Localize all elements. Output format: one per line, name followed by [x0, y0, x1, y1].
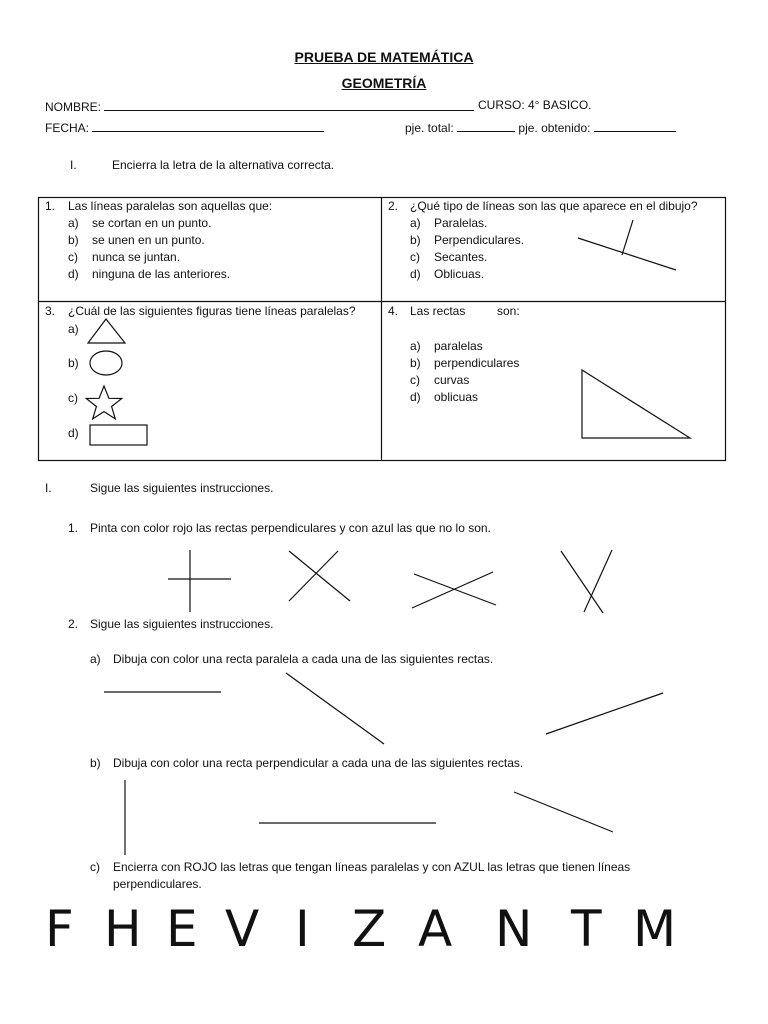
section1-numeral: I. — [70, 158, 77, 172]
q1-option-b[interactable]: b) se unen en un punto. — [68, 233, 205, 247]
task1-pair2-line1[interactable] — [289, 551, 350, 601]
q3-text: ¿Cuál de las siguientes figuras tiene líneas paralelas? — [68, 304, 356, 318]
letter-n[interactable]: N — [495, 900, 533, 958]
section2-numeral: I. — [45, 481, 52, 495]
q2-drawing-line-1 — [578, 238, 676, 270]
q1-text: Las líneas paralelas son aquellas que: — [68, 199, 273, 213]
q3-option-c[interactable]: c) — [68, 391, 78, 405]
page-title: PRUEBA DE MATEMÁTICA — [294, 49, 474, 65]
task1-pair4-line1[interactable] — [561, 551, 603, 613]
q2-drawing-line-2 — [622, 220, 633, 255]
curso-label: CURSO: 4° BASICO. — [478, 98, 592, 112]
q4-option-d[interactable]: d) oblicuas — [410, 390, 479, 404]
q3-option-d[interactable]: d) — [68, 426, 79, 440]
task2b-letter: b) — [90, 756, 101, 770]
task2a-line-3[interactable] — [546, 693, 663, 734]
letter-h[interactable]: H — [104, 900, 142, 958]
q4-number: 4. — [388, 304, 399, 318]
letter-a[interactable]: A — [418, 900, 453, 958]
q1-option-c[interactable]: c) nunca se juntan. — [68, 250, 181, 264]
q2-option-c[interactable]: c) Secantes. — [410, 250, 488, 264]
pje-obtenido-label: pje. obtenido: — [518, 121, 591, 135]
q2-option-b[interactable]: b) Perpendiculares. — [410, 233, 525, 247]
q4-option-a[interactable]: a) paralelas — [410, 339, 483, 353]
rectangle-icon[interactable] — [90, 425, 147, 445]
triangle-icon[interactable] — [88, 319, 125, 343]
q3-option-b[interactable]: b) — [68, 356, 79, 370]
task2b-line-3[interactable] — [514, 792, 613, 832]
task1-pair2-line2[interactable] — [289, 551, 338, 601]
q2-option-d[interactable]: d) Oblicuas. — [410, 267, 485, 281]
letter-v[interactable]: V — [225, 900, 260, 958]
nombre-label: NOMBRE: — [45, 100, 102, 114]
task2a-line-2[interactable] — [286, 673, 384, 744]
task2c-letter: c) — [90, 860, 100, 874]
task1-number: 1. — [68, 521, 79, 535]
q4-option-b[interactable]: b) perpendiculares — [410, 356, 520, 370]
q2-number: 2. — [388, 199, 399, 213]
task2c-line1: Encierra con ROJO las letras que tengan líneas paralelas y con AZUL las letras que tienen líneas — [113, 860, 631, 874]
task1-pair4-line2[interactable] — [584, 550, 612, 612]
q4-text-after: son: — [497, 304, 520, 318]
star-icon[interactable] — [86, 386, 122, 419]
letter-e[interactable]: E — [166, 900, 198, 958]
letter-i[interactable]: I — [295, 900, 310, 958]
pje-total-label: pje. total: — [405, 121, 454, 135]
q4-right-triangle — [582, 370, 690, 438]
task1-text: Pinta con color rojo las rectas perpendiculares y con azul las que no lo son. — [90, 521, 491, 535]
q4-option-c[interactable]: c) curvas — [410, 373, 470, 387]
task2a-letter: a) — [90, 652, 101, 666]
task2-text: Sigue las siguientes instrucciones. — [90, 617, 274, 631]
letter-z[interactable]: Z — [352, 900, 387, 958]
q4-text-before: Las rectas — [410, 304, 466, 318]
task2-number: 2. — [68, 617, 79, 631]
q3-option-a[interactable]: a) — [68, 322, 79, 336]
letter-m[interactable]: M — [633, 900, 677, 958]
task2b-text: Dibuja con color una recta perpendicular a cada una de las siguientes rectas. — [113, 756, 524, 770]
q1-number: 1. — [45, 199, 56, 213]
q2-option-a[interactable]: a) Paralelas. — [410, 216, 488, 230]
task2c-line2: perpendiculares. — [113, 877, 202, 891]
task2a-text: Dibuja con color una recta paralela a cada una de las siguientes rectas. — [113, 652, 494, 666]
letter-f[interactable]: F — [45, 900, 74, 958]
letters-row — [0, 900, 768, 970]
q1-option-a[interactable]: a) se cortan en un punto. — [68, 216, 212, 230]
q3-number: 3. — [45, 304, 56, 318]
section2-instruction: Sigue las siguientes instrucciones. — [90, 481, 274, 495]
q2-text: ¿Qué tipo de líneas son las que aparece en el dibujo? — [410, 199, 698, 213]
circle-icon[interactable] — [90, 351, 122, 375]
letter-t[interactable]: T — [571, 900, 602, 958]
q1-option-d[interactable]: d) ninguna de las anteriores. — [68, 267, 231, 281]
page-subtitle: GEOMETRÍA — [341, 75, 427, 91]
section1-instruction: Encierra la letra de la alternativa correcta. — [112, 158, 335, 172]
fecha-label: FECHA: — [45, 121, 90, 135]
